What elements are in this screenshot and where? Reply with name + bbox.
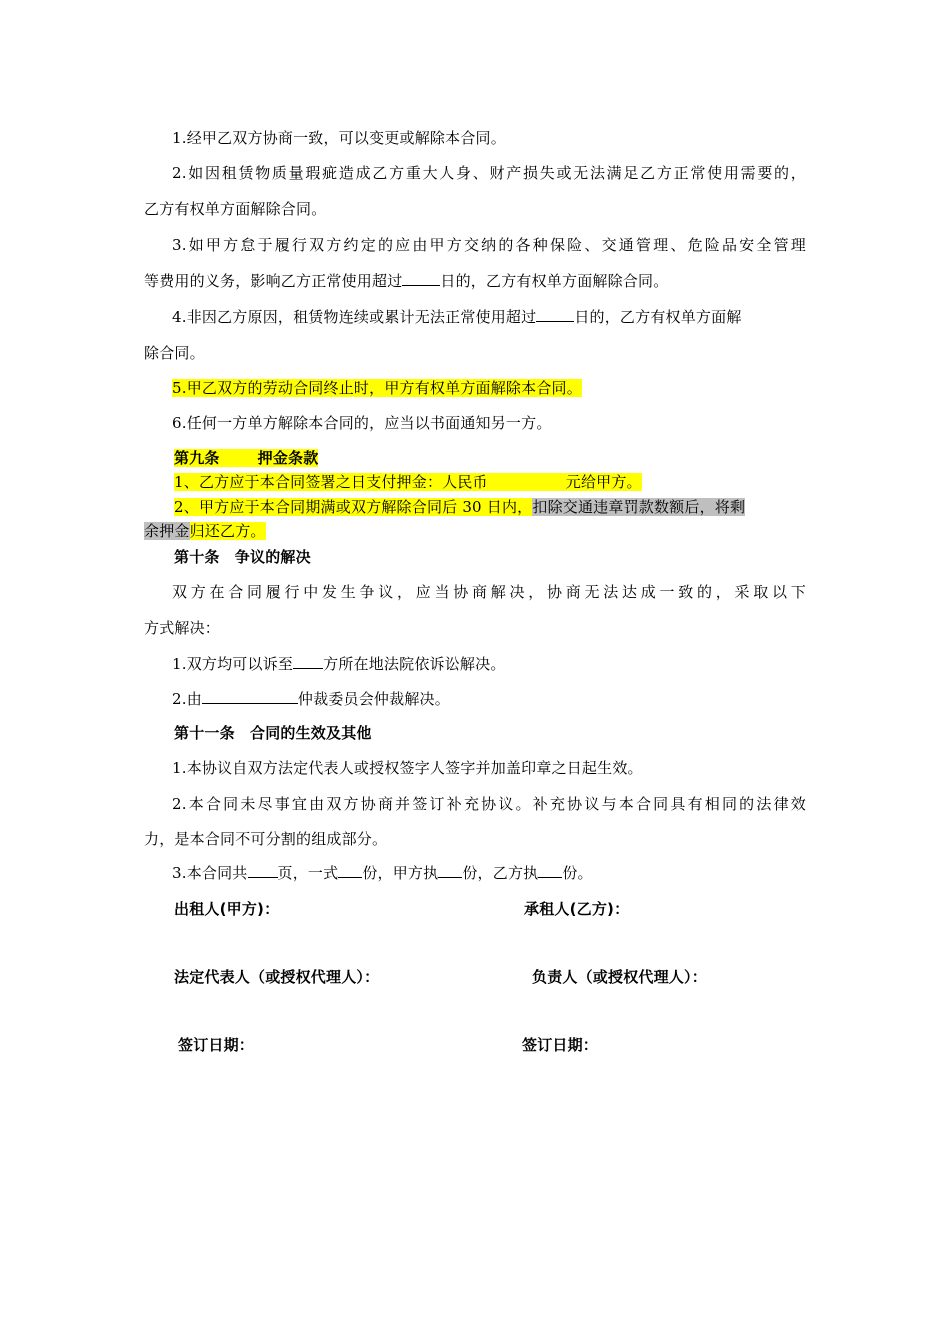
party-blank: [293, 653, 323, 669]
dispute-option-1: 1.双方均可以诉至 方所在地法院依诉讼解决。: [172, 655, 506, 673]
deposit-clause-2-highlight-c: 余押金: [144, 522, 190, 540]
article-11-clause-2-line1: 2.本合同未尽事宜由双方协商并签订补充协议。补充协议与本合同具有相同的法律效: [172, 795, 806, 813]
article-9-title: [174, 447, 318, 469]
sign-date-left-label: 签订日期：: [178, 1036, 255, 1054]
lessee-label: 承租人(乙方)：: [524, 900, 630, 918]
days-blank: [536, 306, 574, 322]
lessor-representative-label: 法定代表人（或授权代理人）：: [174, 968, 380, 986]
article-10-title: 第十条 争议的解决: [174, 548, 311, 566]
termination-clause-5-highlight: 5.甲乙双方的劳动合同终止时，甲方有权单方面解除本合同。: [172, 379, 582, 397]
deposit-clause-2-line1: [174, 496, 745, 518]
article-10-text-line1: 双方在合同履行中发生争议，应当协商解决，协商无法达成一致的，采取以下: [172, 583, 806, 601]
deposit-clause-2-highlight-d: 归还乙方。: [189, 522, 266, 540]
deposit-clause-1: [174, 471, 642, 493]
copies-b-blank: [538, 862, 562, 878]
copies-blank: [338, 862, 362, 878]
termination-clause-4-text-b: 日的，乙方有权单方面解: [574, 308, 742, 326]
lessee-representative-label: 负责人（或授权代理人）：: [532, 968, 707, 986]
termination-clause-3-line1: 3.如甲方怠于履行双方约定的应由甲方交纳的各种保险、交通管理、危险品安全管理: [172, 236, 806, 254]
deposit-clause-2-highlight-a: 2、甲方应于本合同期满或双方解除合同后 30 日内，: [174, 498, 533, 516]
article-9-title-highlight: 第九条 押金条款: [174, 449, 319, 467]
article-11-clause-3: 3.本合同共 页，一式 份，甲方执 份，乙方执 份。: [172, 864, 593, 882]
sign-date-right-label: 签订日期：: [522, 1036, 599, 1054]
deposit-clause-1-highlight: 1、乙方应于本合同签署之日支付押金：人民币 元给甲方。: [174, 473, 642, 491]
termination-clause-6: 6.任何一方单方解除本合同的，应当以书面通知另一方。: [172, 414, 552, 432]
termination-clause-2-line2: 乙方有权单方面解除合同。: [144, 200, 327, 218]
arbitration-blank: [202, 688, 298, 704]
termination-clause-4-text-a: 4.非因乙方原因，租赁物连续或累计无法正常使用超过: [172, 308, 537, 326]
termination-clause-4-line2: 除合同。: [144, 344, 205, 362]
article-11-clause-2-line2: 力，是本合同不可分割的组成部分。: [144, 830, 388, 848]
termination-clause-3-text-a: 等费用的义务，影响乙方正常使用超过: [144, 272, 403, 290]
article-11-clause-1: 1.本协议自双方法定代表人或授权签字人签字并加盖印章之日起生效。: [172, 759, 643, 777]
copies-a-blank: [438, 862, 462, 878]
termination-clause-4-line1: [172, 306, 742, 328]
deposit-clause-2-line2: [144, 520, 266, 542]
lessor-label: 出租人(甲方)：: [174, 900, 280, 918]
termination-clause-3-line2: [144, 270, 668, 292]
article-10-text-line2: 方式解决：: [144, 619, 221, 637]
termination-clause-1: 1.经甲乙双方协商一致，可以变更或解除本合同。: [172, 129, 506, 147]
termination-clause-2-line1: 2.如因租赁物质量瑕疵造成乙方重大人身、财产损失或无法满足乙方正常使用需要的，: [172, 164, 806, 182]
termination-clause-5: [172, 377, 582, 399]
pages-blank: [248, 862, 278, 878]
days-blank: [402, 270, 440, 286]
deposit-clause-2-highlight-b: 扣除交通违章罚款数额后，将剩: [532, 498, 746, 516]
dispute-option-2: 2.由 仲裁委员会仲裁解决。: [172, 690, 450, 708]
termination-clause-3-text-b: 日的，乙方有权单方面解除合同。: [440, 272, 669, 290]
article-11-title: 第十一条 合同的生效及其他: [174, 724, 372, 742]
